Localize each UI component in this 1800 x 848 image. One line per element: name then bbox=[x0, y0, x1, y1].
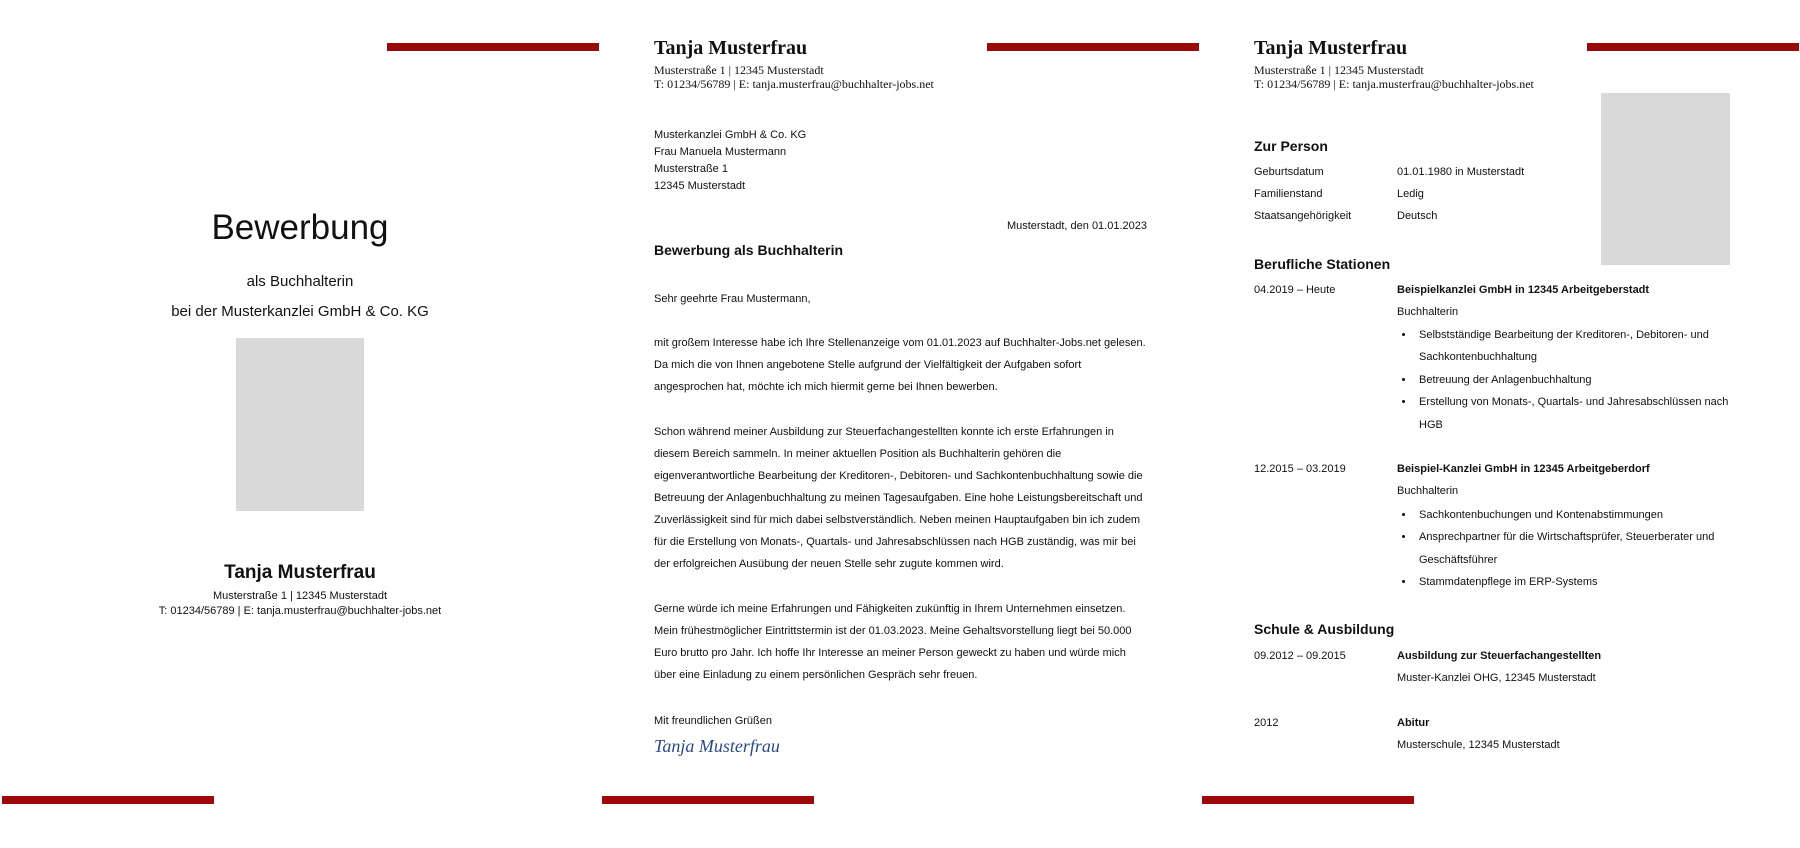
letter-salutation: Sehr geehrte Frau Mustermann, bbox=[654, 293, 811, 305]
career-period: 04.2019 – Heute bbox=[1254, 284, 1336, 296]
recipient-street: Musterstraße 1 bbox=[654, 163, 728, 175]
letterhead-name: Tanja Musterfrau bbox=[1254, 37, 1408, 59]
cv-page bbox=[1200, 0, 1800, 848]
list-item: • Selbstständige Bearbeitung der Kreditoren-, Debitoren- und Sachkontenbuchhaltung bbox=[1415, 324, 1755, 369]
list-item: • Ansprechpartner für die Wirtschaftsprüfer, Steuerberater und Geschäftsführer bbox=[1415, 526, 1755, 571]
education-place: Musterschule, 12345 Musterstadt bbox=[1397, 739, 1560, 751]
cover-title: Bewerbung bbox=[211, 208, 389, 247]
education-place: Muster-Kanzlei OHG, 12345 Musterstadt bbox=[1397, 672, 1596, 684]
cv-value: 01.01.1980 in Musterstadt bbox=[1397, 166, 1525, 178]
letterhead-name: Tanja Musterfrau bbox=[654, 37, 808, 59]
bottom-accent-bar bbox=[1202, 796, 1414, 804]
letterhead-address: Musterstraße 1 | 12345 Musterstadt bbox=[654, 63, 824, 77]
applicant-name: Tanja Musterfrau bbox=[224, 562, 376, 583]
letterhead-contact: T: 01234/56789 | E: tanja.musterfrau@buchhalter-jobs.net bbox=[654, 77, 934, 91]
letter-closing: Mit freundlichen Grüßen bbox=[654, 715, 772, 727]
cover-subtitle-position: als Buchhalterin bbox=[246, 273, 354, 290]
recipient-company: Musterkanzlei GmbH & Co. KG bbox=[654, 129, 807, 141]
applicant-contact: T: 01234/56789 | E: tanja.musterfrau@buchhalter-jobs.net bbox=[158, 605, 442, 617]
cv-label: Familienstand bbox=[1254, 188, 1323, 200]
letter-paragraph: mit großem Interesse habe ich Ihre Stellenanzeige vom 01.01.2023 auf Buchhalter-Jobs.net gelesen. Da mich die von Ihnen angebotene Stelle aufgrund der Vielfältigkeit der Aufgaben sofort angesprochen hat, möchte ich mich hiermit gerne bei Ihnen bewerben. bbox=[654, 337, 1146, 393]
handwritten-signature: Tanja Musterfrau bbox=[654, 736, 780, 756]
cover-page bbox=[0, 0, 600, 848]
education-period: 09.2012 – 09.2015 bbox=[1254, 650, 1346, 662]
education-title: Ausbildung zur Steuerfachangestellten bbox=[1397, 650, 1602, 662]
career-employer: Beispielkanzlei GmbH in 12345 Arbeitgeberstadt bbox=[1397, 284, 1650, 296]
letter-paragraph: Gerne würde ich meine Erfahrungen und Fähigkeiten zukünftig in Ihrem Unternehmen einsetzen. Mein frühestmöglicher Eintrittstermin ist der 01.03.2023. Meine Gehaltsvorstellung liegt bei 50.000 Euro brutto pro Jahr. Ich hoffe Ihr Interesse an meiner Person geweckt zu haben und würde mich über eine Einladung zu einem persönlichen Gespräch sehr freuen. bbox=[654, 603, 1132, 681]
section-heading-career: Berufliche Stationen bbox=[1254, 256, 1391, 272]
letter-subject: Bewerbung als Buchhalterin bbox=[654, 242, 844, 258]
list-item: • Sachkontenbuchungen und Kontenabstimmungen bbox=[1415, 504, 1755, 526]
applicant-address: Musterstraße 1 | 12345 Musterstadt bbox=[212, 590, 388, 602]
cv-label: Geburtsdatum bbox=[1254, 166, 1324, 178]
education-period: 2012 bbox=[1254, 717, 1279, 729]
cover-subtitle-company: bei der Musterkanzlei GmbH & Co. KG bbox=[171, 303, 429, 320]
cover-letter-page bbox=[600, 0, 1200, 848]
letter-date: Musterstadt, den 01.01.2023 bbox=[1006, 220, 1147, 232]
list-item: • Betreuung der Anlagenbuchhaltung bbox=[1415, 369, 1755, 391]
list-item: • Stammdatenpflege im ERP-Systems bbox=[1415, 571, 1755, 593]
letter-paragraph: Schon während meiner Ausbildung zur Steuerfachangestellten konnte ich erste Erfahrungen in diesem Bereich sammeln. In meiner aktuellen Position als Buchhalterin gehören die eigenverantwortliche Bearbeitung der Kreditoren-, Debitoren- und Sachkontenbuchhaltung sowie die Betreuung der Anlagenbuchhaltung zu meinen Tagesaufgaben. Eine hohe Leistungsbereitschaft und Zuverlässigkeit sind für mich dabei selbstverständlich. Neben meinen Hauptaufgaben bin ich zudem für die Erstellung von Monats-, Quartals- und Jahresabschlüssen nach HGB zuständig, was mir bei der erfolgreichen Ausübung der neuen Stelle sehr zugute kommen wird. bbox=[654, 426, 1143, 570]
cv-label: Staatsangehörigkeit bbox=[1254, 210, 1352, 222]
letterhead-address: Musterstraße 1 | 12345 Musterstadt bbox=[1254, 63, 1424, 77]
cv-value: Deutsch bbox=[1397, 210, 1438, 222]
recipient-person: Frau Manuela Mustermann bbox=[654, 146, 787, 158]
top-accent-bar bbox=[987, 43, 1199, 51]
career-task-list bbox=[1397, 504, 1755, 594]
recipient-city: 12345 Musterstadt bbox=[654, 180, 746, 192]
section-heading-person: Zur Person bbox=[1254, 138, 1328, 154]
career-employer: Beispiel-Kanzlei GmbH in 12345 Arbeitgeberdorf bbox=[1397, 463, 1650, 475]
career-role: Buchhalterin bbox=[1397, 306, 1459, 318]
top-accent-bar bbox=[1587, 43, 1799, 51]
career-task-list bbox=[1397, 324, 1755, 436]
top-accent-bar bbox=[387, 43, 599, 51]
bottom-accent-bar bbox=[2, 796, 214, 804]
career-role: Buchhalterin bbox=[1397, 485, 1459, 497]
letterhead-contact: T: 01234/56789 | E: tanja.musterfrau@buchhalter-jobs.net bbox=[1254, 77, 1534, 91]
career-period: 12.2015 – 03.2019 bbox=[1254, 463, 1346, 475]
section-heading-education: Schule & Ausbildung bbox=[1254, 621, 1395, 637]
applicant-photo-placeholder bbox=[1601, 93, 1730, 265]
list-item: • Erstellung von Monats-, Quartals- und Jahresabschlüssen nach HGB bbox=[1415, 391, 1755, 436]
education-title: Abitur bbox=[1397, 717, 1430, 729]
cv-value: Ledig bbox=[1397, 188, 1424, 200]
bottom-accent-bar bbox=[602, 796, 814, 804]
applicant-photo-placeholder bbox=[236, 338, 364, 511]
